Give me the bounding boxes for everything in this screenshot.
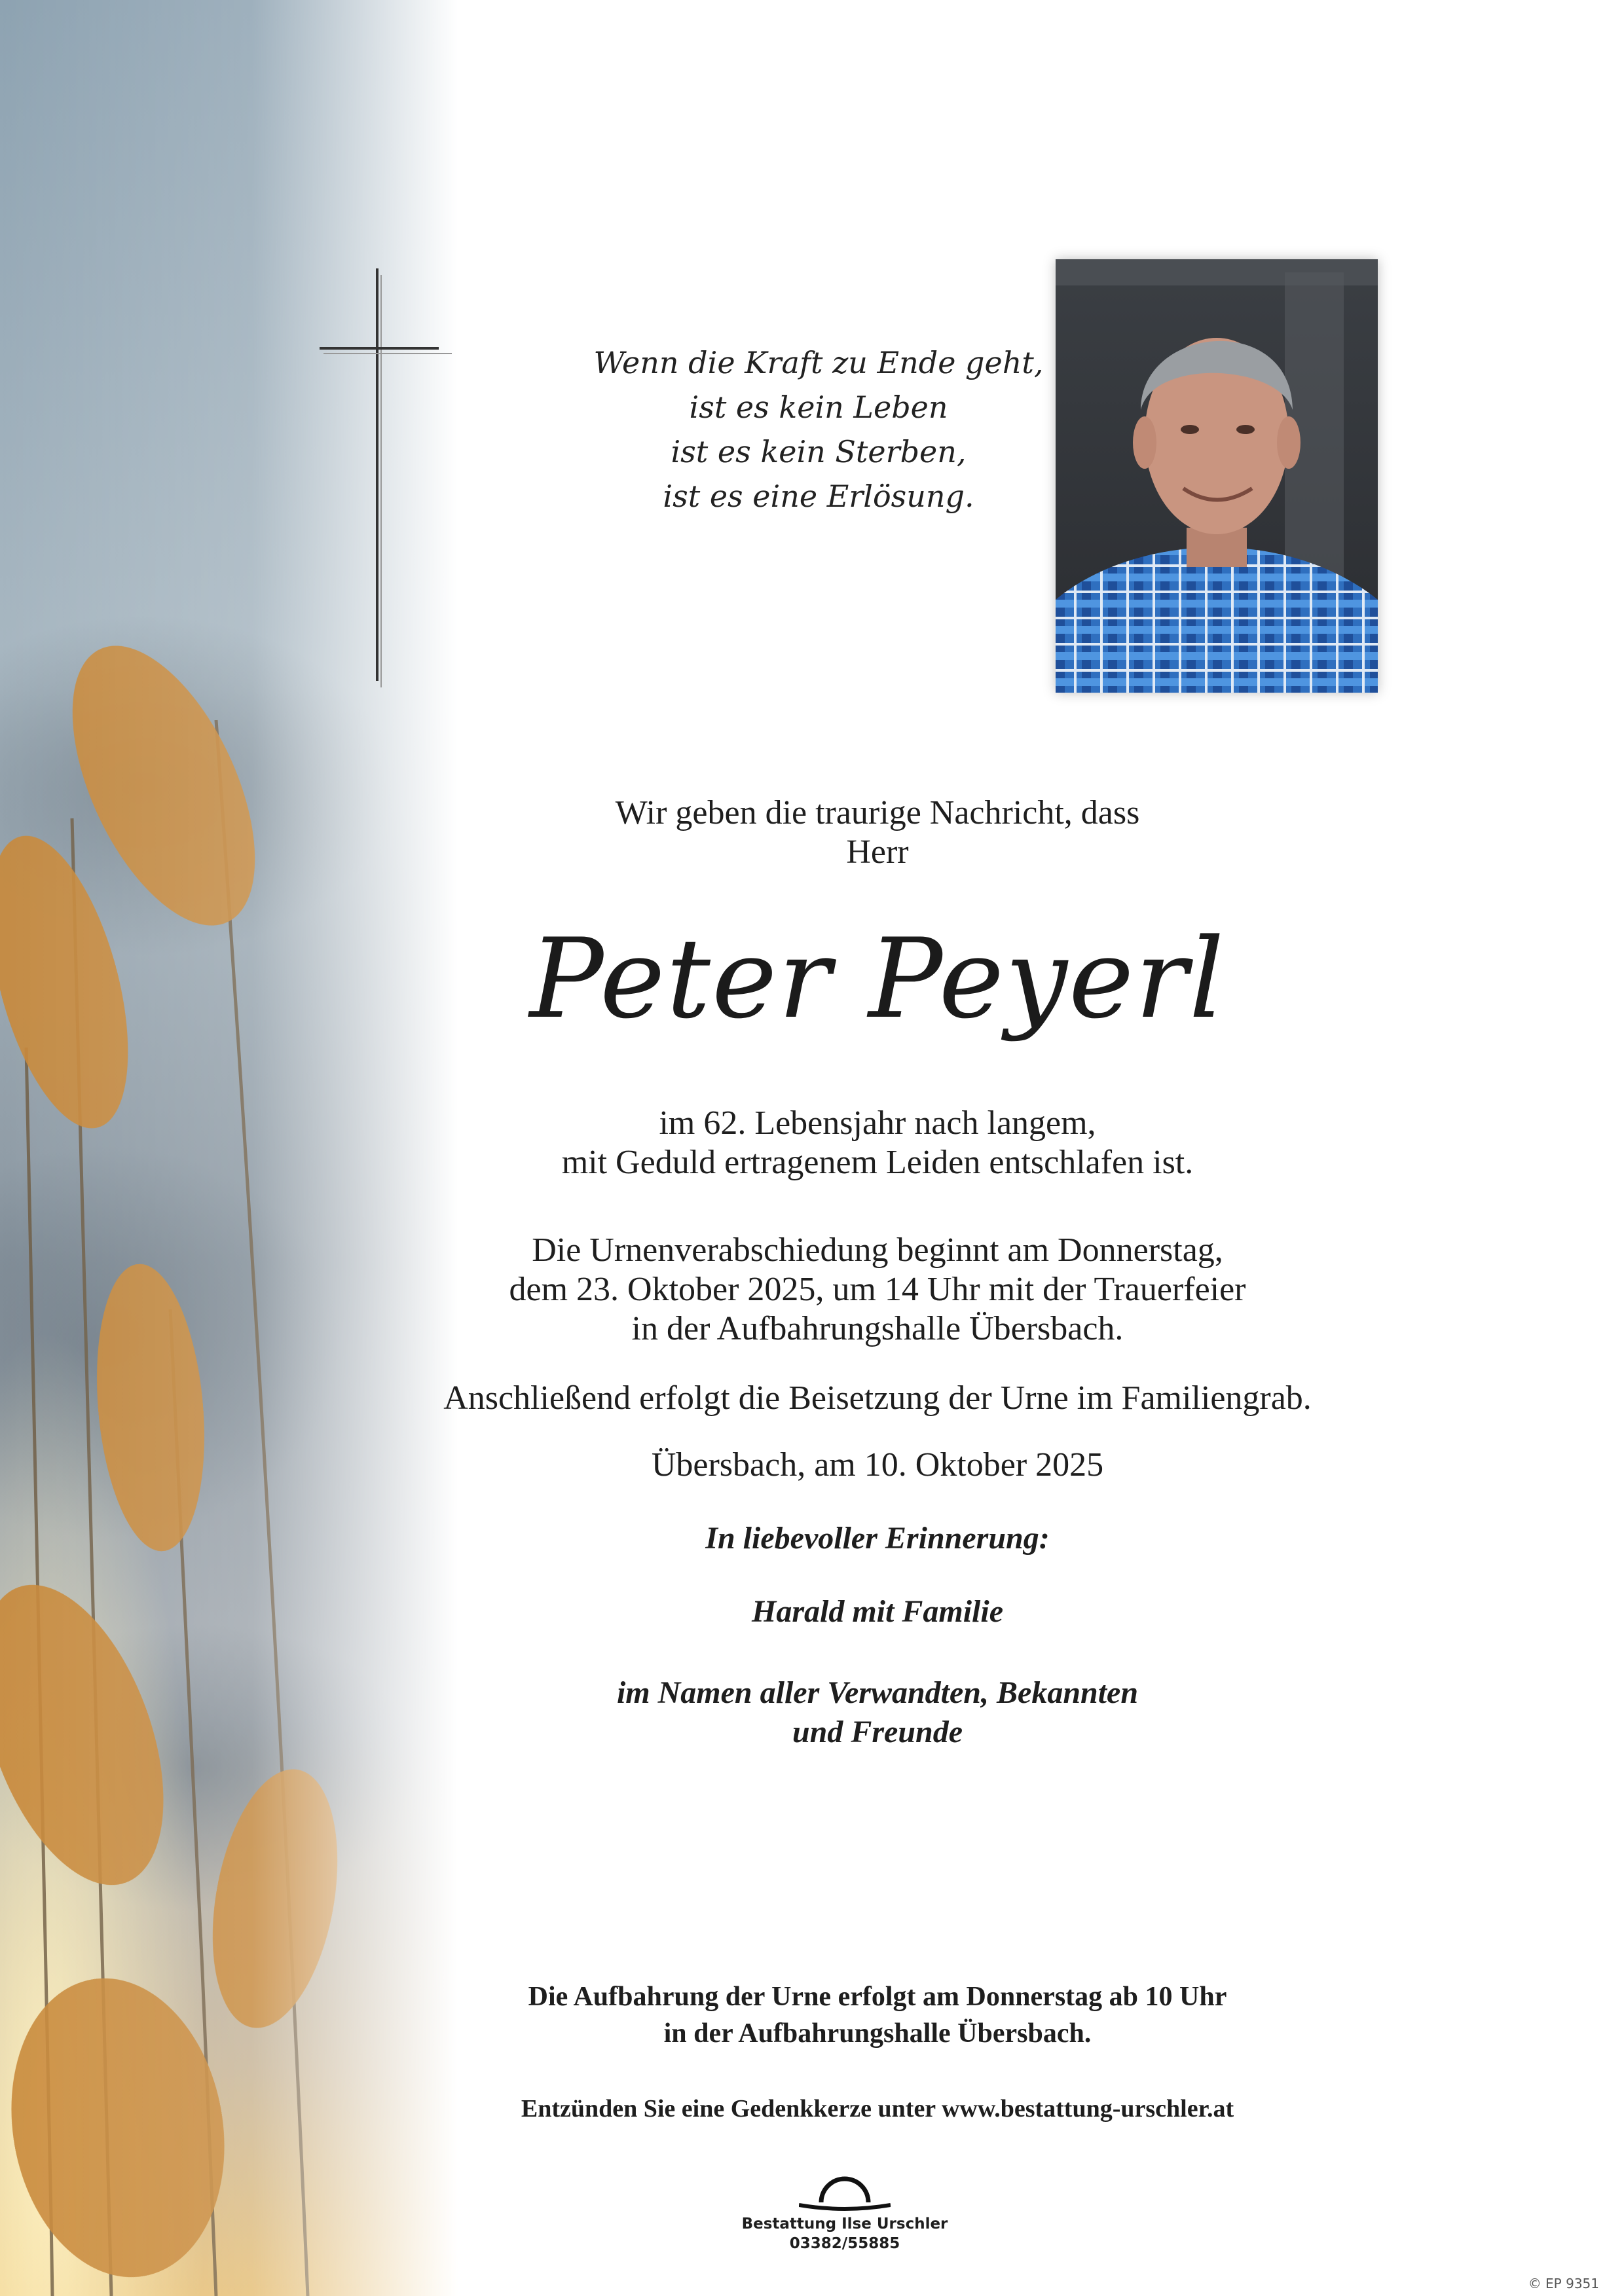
family-name: Harald mit Familie [751,1594,1004,1629]
family-block [367,1592,1388,1631]
age-line: im 62. Lebensjahr nach langem, [659,1104,1096,1142]
poem-line: ist es kein Sterben, [671,434,967,469]
poem-line: Wenn die Kraft zu Ende geht, [593,345,1044,380]
salutation-text: Herr [846,833,909,871]
portrait-photo [1056,259,1378,693]
undertaker-name: Bestattung Ilse Urschler [741,2215,948,2232]
relatives-line: im Namen aller Verwandten, Bekannten [616,1675,1139,1710]
relatives-line: und Freunde [792,1715,963,1749]
viewing-block [367,1978,1388,2052]
deceased-name-block [367,917,1388,1041]
burial-block [367,1379,1388,1418]
age-block [367,1104,1388,1182]
candle-text: Entzünden Sie eine Gedenkkerze unter www.bestattung-urschler.at [521,2095,1234,2123]
relatives-block [367,1673,1388,1752]
undertaker-logo-icon [799,2166,891,2214]
place-date: Übersbach, am 10. Oktober 2025 [651,1446,1104,1484]
poem-line: ist es eine Erlösung. [663,479,974,514]
announcement-intro [367,793,1388,872]
burial-text: Anschließend erfolgt die Beisetzung der Urne im Familiengrab. [443,1379,1312,1417]
intro-text: Wir geben die traurige Nachricht, dass [615,794,1140,831]
ceremony-block [367,1231,1388,1349]
mourners-heading: In liebevoller Erinnerung: [705,1521,1050,1556]
ceremony-line: dem 23. Oktober 2025, um 14 Uhr mit der Trauerfeier [509,1271,1246,1308]
copyright-text: © EP 9351 [1528,2276,1599,2291]
viewing-line: Die Aufbahrung der Urne erfolgt am Donnerstag ab 10 Uhr [528,1982,1227,2012]
viewing-line: in der Aufbahrungshalle Übersbach. [663,2018,1092,2049]
candle-block [367,2092,1388,2125]
undertaker-phone: 03382/55885 [789,2235,900,2252]
deceased-name: Peter Peyerl [529,915,1226,1043]
age-line: mit Geduld ertragenem Leiden entschlafen ist. [561,1144,1194,1181]
place-date-block [367,1446,1388,1485]
poem-line: ist es kein Leben [689,390,948,425]
mourners-block [367,1519,1388,1558]
ceremony-line: in der Aufbahrungshalle Übersbach. [631,1310,1124,1347]
undertaker-info [694,2214,995,2253]
cross-icon [314,268,458,687]
ceremony-line: Die Urnenverabschiedung beginnt am Donnerstag, [532,1231,1223,1269]
